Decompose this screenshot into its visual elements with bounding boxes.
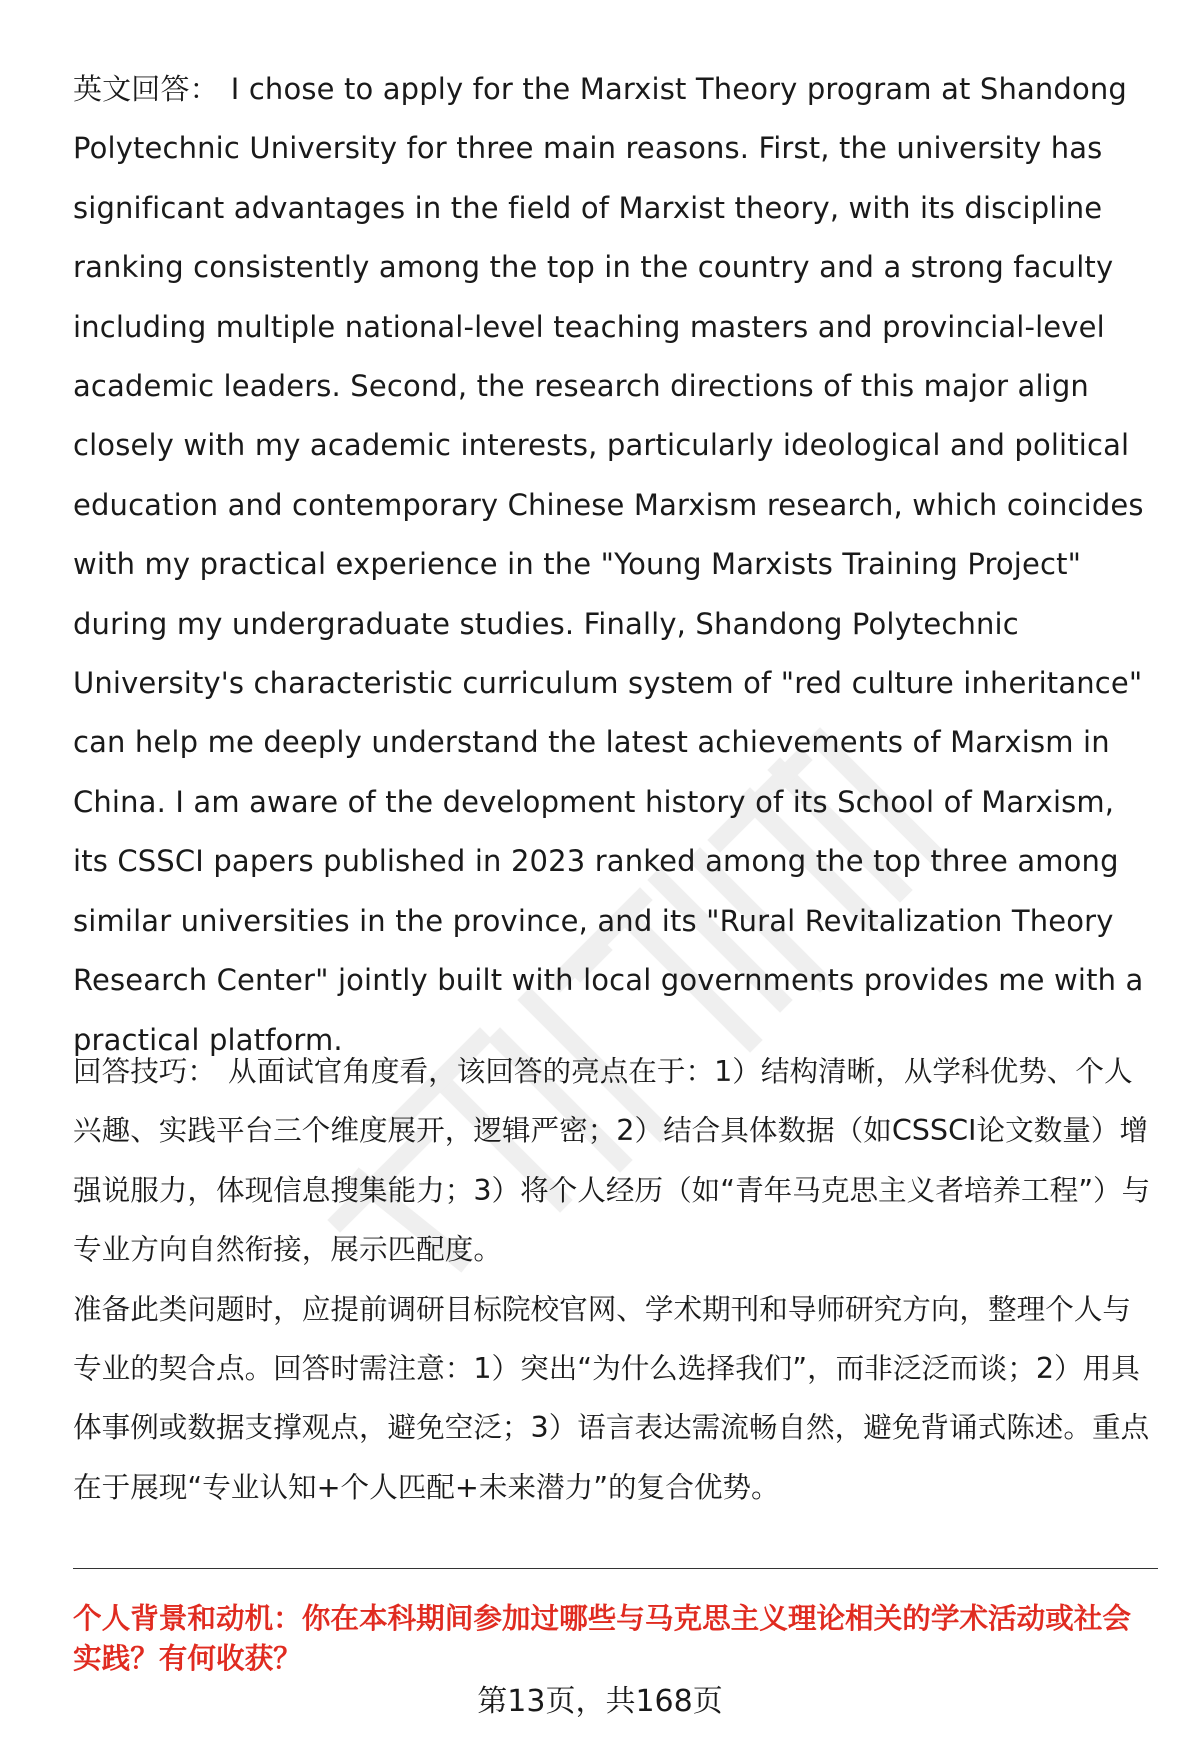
answer-tips-paragraph-1 (73, 1042, 1158, 1280)
answer-tips-section (73, 1042, 1158, 1517)
page-number-footer: 第13页，共168页 (477, 1684, 723, 1719)
next-question-heading: 个人背景和动机：你在本科期间参加过哪些与马克思主义理论相关的学术活动或社会实践？有何收获？ (73, 1601, 1131, 1675)
english-answer-text: I chose to apply for the Marxist Theory program at Shandong Polytechnic University for three main reasons. First, the university has significant advantages in the field of Marxist theory, with its discipline ranking consistently among the top in the country and a strong faculty including multiple national-level teaching masters and provincial-level academic leaders. Second, the research directions of this major align closely with my academic interests, particularly ideological and political education and contemporary Chinese Marxism research, which coincides with my practical experience in the "Young Marxists Training Project" during my undergraduate studies. Finally, Shandong Polytechnic University's characteristic curriculum system of "red culture inheritance" can help me deeply understand the latest achievements of Marxism in China. I am aware of the development history of its School of Marxism, its CSSCI papers published in 2023 ranked among the top three among similar universities in the province, and its "Rural Revitalization Theory Research Center" jointly built with local governments provides me with a practical platform. (73, 72, 1144, 1057)
answer-tips-label: 回答技巧： (73, 1054, 216, 1088)
english-answer-paragraph (73, 60, 1158, 1070)
answer-tips-paragraph-2: 准备此类问题时，应提前调研目标院校官网、学术期刊和导师研究方向，整理个人与专业的契合点。回答时需注意：1）突出“为什么选择我们”，而非泛泛而谈；2）用具体事例或数据支撑观点，避免空泛；3）语言表达需流畅自然，避免背诵式陈述。重点在于展现“专业认知+个人匹配+未来潜力”的复合优势。 (73, 1291, 1150, 1504)
answer-tips-text-1: 从面试官角度看，该回答的亮点在于：1）结构清晰，从学科优势、个人兴趣、实践平台三个维度展开，逻辑严密；2）结合具体数据（如CSSCI论文数量）增强说服力，体现信息搜集能力；3）将个人经历（如“青年马克思主义者培养工程”）与专业方向自然衔接，展示匹配度。 (73, 1054, 1151, 1267)
english-answer-label: 英文回答： (73, 72, 219, 106)
section-divider (73, 1568, 1158, 1569)
